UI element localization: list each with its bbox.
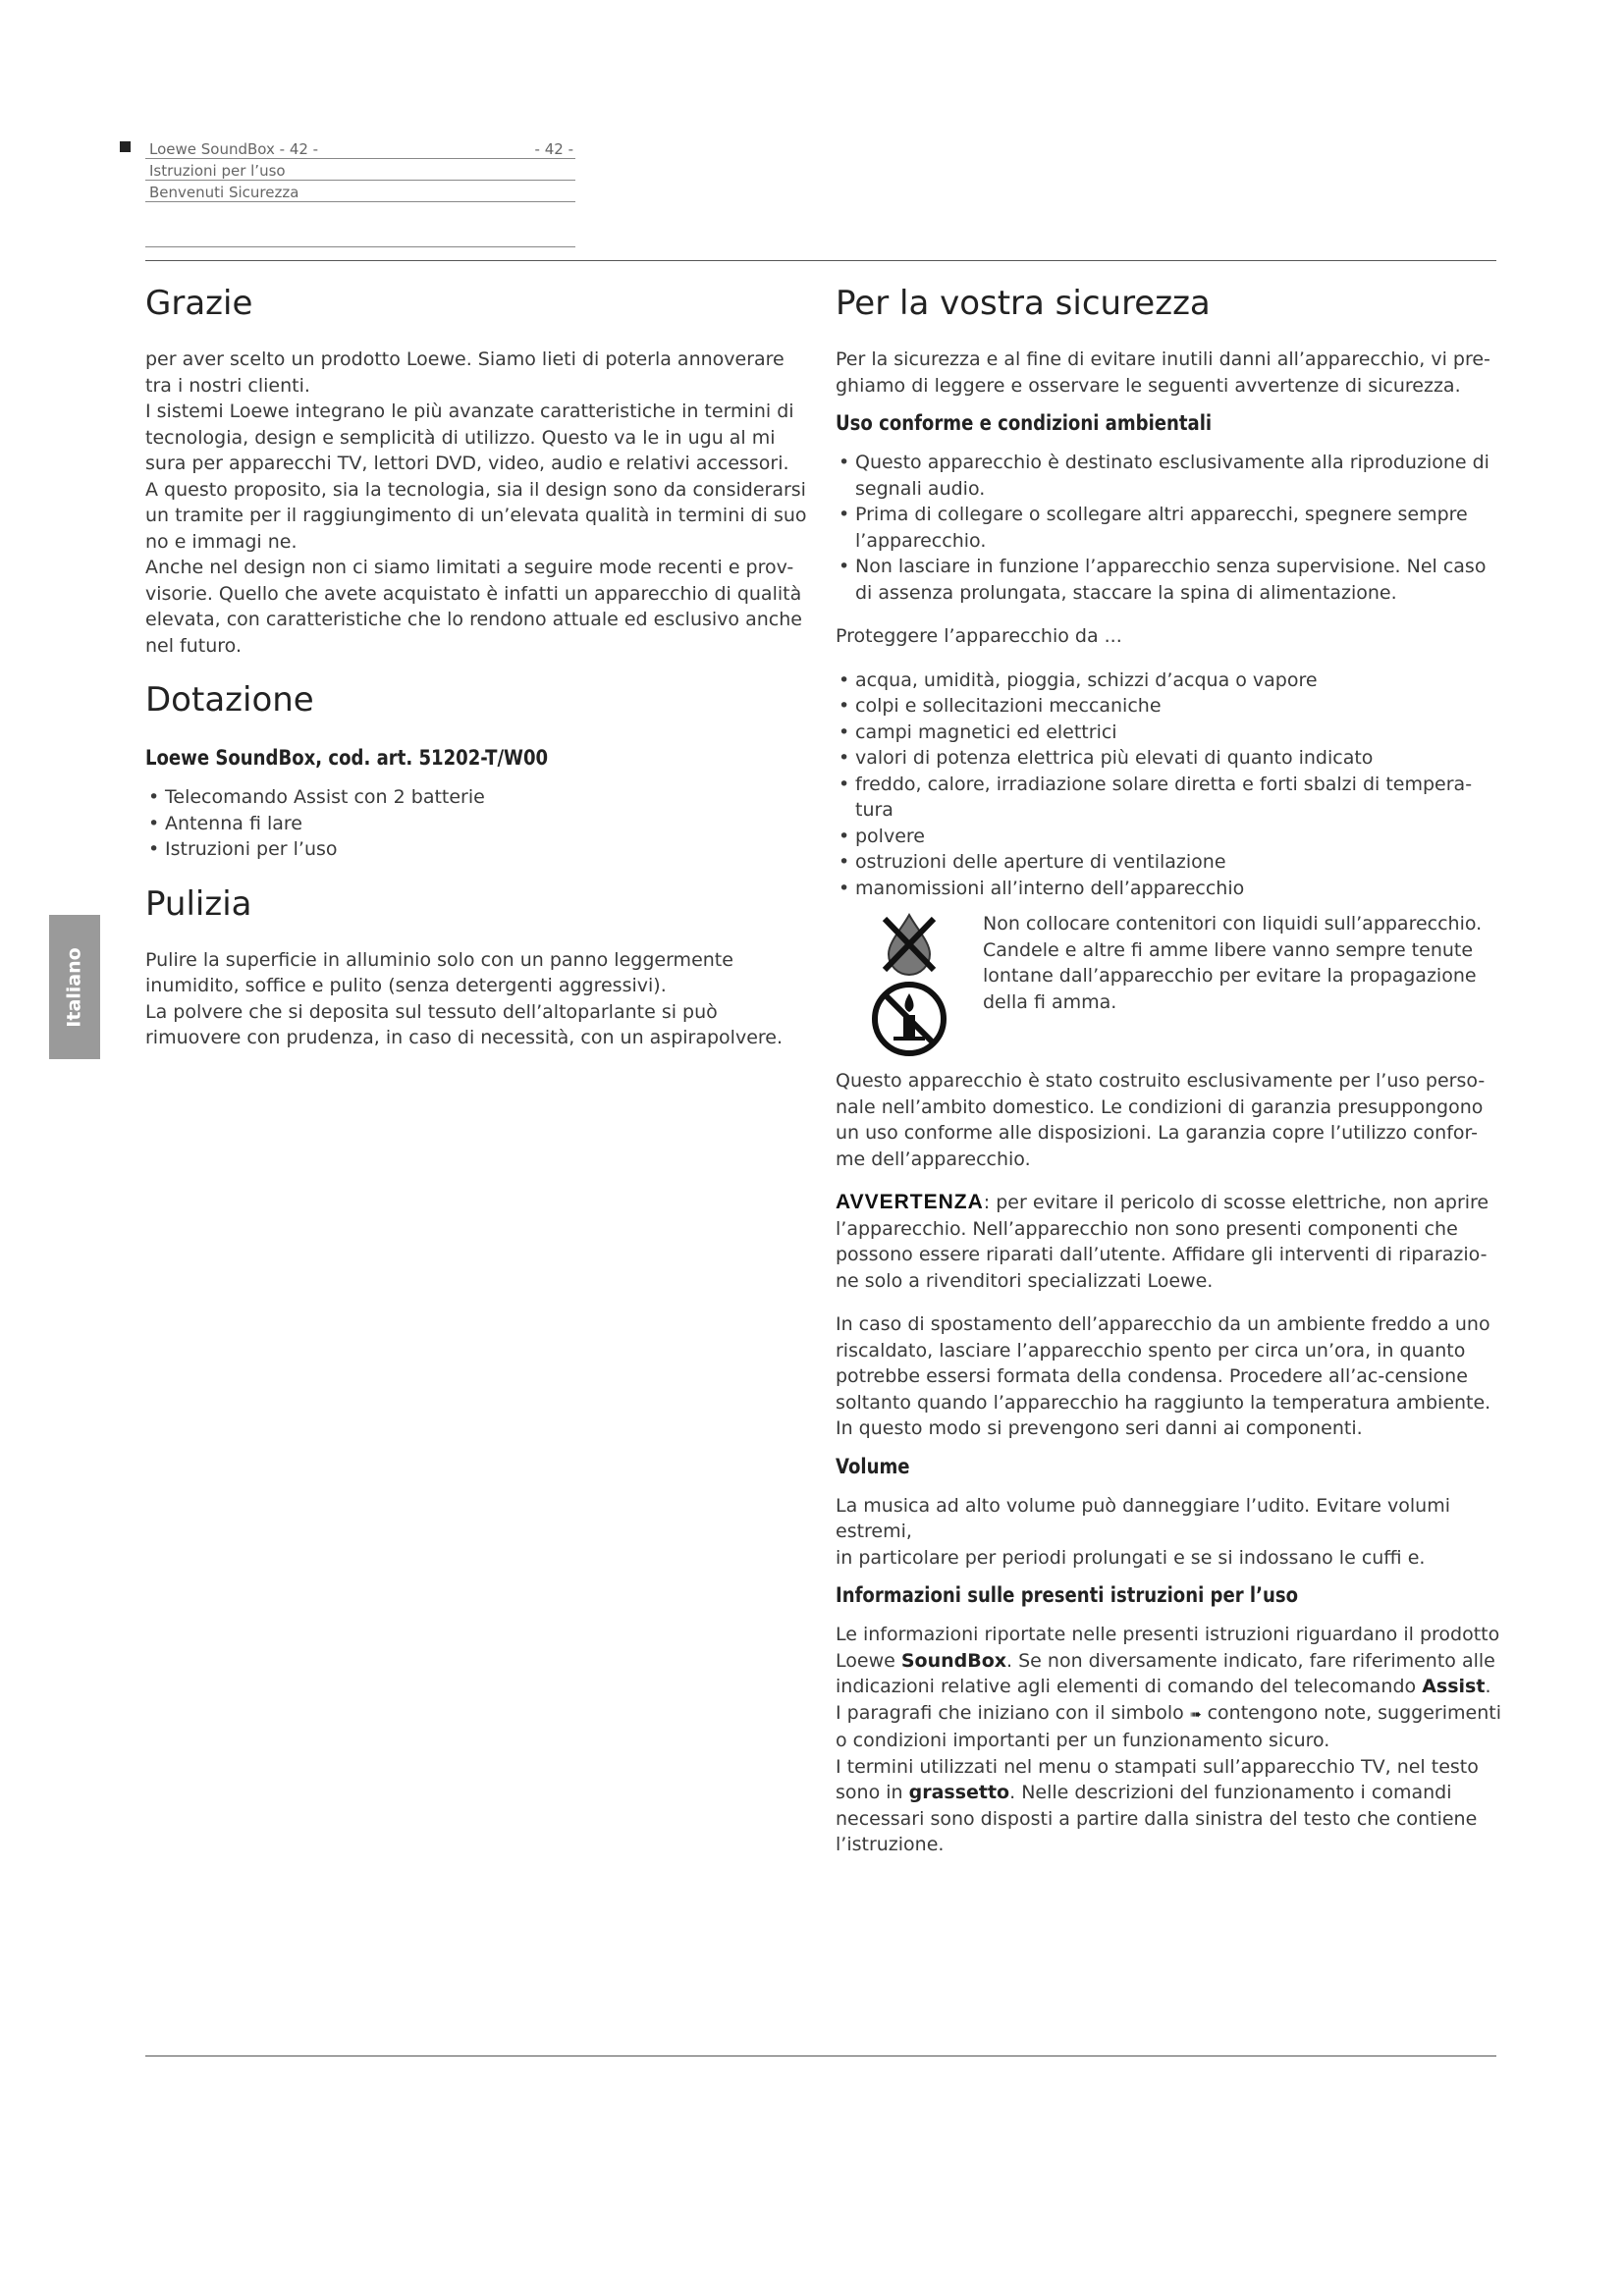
header-line-2 xyxy=(145,159,575,181)
info-paragraph-1 xyxy=(836,1622,1503,1700)
list-item: • polvere xyxy=(836,824,1503,850)
list-item: • colpi e sollecitazioni meccaniche xyxy=(836,693,1503,720)
list-item: • Telecomando Assist con 2 batterie xyxy=(145,784,813,811)
header-line-1 xyxy=(145,137,575,159)
info-bold-assist: Assist xyxy=(1422,1676,1486,1697)
info-text: . xyxy=(1485,1676,1491,1697)
dotazione-heading: Dotazione xyxy=(145,680,314,720)
header-title: Loewe SoundBox - 42 - xyxy=(149,140,319,158)
header-page-number: - 42 - xyxy=(534,140,573,158)
volume-paragraph-2: in particolare per periodi prolungati e se si indossano le cuffi e. xyxy=(836,1546,1426,1569)
top-divider xyxy=(145,260,1496,261)
pulizia-heading: Pulizia xyxy=(145,883,252,924)
no-open-flame-icon xyxy=(870,980,948,1058)
list-item: • Prima di collegare o scollegare altri apparecchi, spegnere sempre l’apparecchio. xyxy=(836,502,1503,554)
header-square-icon xyxy=(120,141,131,152)
grazie-paragraph-2: I sistemi Loewe integrano le più avanzate caratteristiche in termini di tecnologia, design e semplicità di utilizzo. Questo va le in ugu al mi sura per apparecchi TV, lettori DVD, video, audio e relativi accessori. xyxy=(145,400,794,474)
header-line-4 xyxy=(145,202,575,247)
dotazione-subtitle: Loewe SoundBox, cod. art. 51202-T/W00 xyxy=(145,746,549,770)
warning-label: AVVERTENZA xyxy=(836,1191,984,1213)
info-text: . Se non diversamente indicato, fare riferimento alle indicazioni relative agli elementi di comando del telecomando xyxy=(836,1649,1495,1697)
info-text: contengono note, suggerimenti o condizioni importanti per un funzionamento sicuro. xyxy=(836,1701,1501,1751)
grazie-heading: Grazie xyxy=(145,284,253,323)
language-label: Italiano xyxy=(64,946,85,1028)
hazard-icon-block xyxy=(836,911,1503,1058)
info-text: I termini utilizzati nel menu o stampati sull’apparecchio TV, nel testo sono in xyxy=(836,1755,1479,1803)
hazard-icons xyxy=(836,911,983,1058)
grazie-paragraph-3: A questo proposito, sia la tecnologia, sia il design sono da considerarsi un tramite per il raggiungimento di un’elevata qualità in termini di suo no e immagi ne. xyxy=(145,478,807,553)
warning-paragraph xyxy=(836,1190,1503,1294)
list-item: • Antenna fi lare xyxy=(145,811,813,837)
grazie-paragraph-4: Anche nel design non ci siamo limitati a seguire mode recenti e prov-visorie. Quello che avete acquistato è infatti un apparecchio di qualità elevata, con caratteristiche che lo rendono attuale ed esclusivo anche nel futuro. xyxy=(145,557,802,657)
info-bold-soundbox: SoundBox xyxy=(900,1649,1007,1672)
pulizia-paragraph-2: La polvere che si deposita sul tessuto dell’altoparlante si può rimuovere con prudenza, in caso di necessità, con un aspirapolvere. xyxy=(145,1000,784,1048)
arrow-icon: ➠ xyxy=(1189,1706,1202,1723)
dotazione-list xyxy=(145,784,813,863)
info-paragraph-3 xyxy=(836,1754,1503,1858)
list-item: • manomissioni all’interno dell’apparecchio xyxy=(836,876,1503,902)
hazard-text: Non collocare contenitori con liquidi sull’apparecchio. Candele e altre fi amme libere vanno sempre tenute lontane dall’apparecchio per evitare la propagazione della fi amma. xyxy=(983,913,1483,1013)
list-item: • ostruzioni delle aperture di ventilazione xyxy=(836,849,1503,876)
list-item: • Istruzioni per l’uso xyxy=(145,836,813,863)
uso-list xyxy=(836,450,1503,606)
list-item: • acqua, umidità, pioggia, schizzi d’acqua o vapore xyxy=(836,667,1503,694)
sicurezza-intro: Per la sicurezza e al fine di evitare inutili danni all’apparecchio, vi pre-ghiamo di leggere e osservare le seguenti avvertenze di sicurezza. xyxy=(836,348,1490,397)
warning-text: : per evitare il pericolo di scosse elettriche, non aprire l’apparecchio. Nell’apparecchio non sono presenti componenti che possono essere riparati dall’utente. Affidare gli interventi di riparazio-ne solo a rivenditori specializzati Loewe. xyxy=(836,1192,1489,1292)
list-item: • valori di potenza elettrica più elevati di quanto indicato xyxy=(836,745,1503,772)
uso-domestico-paragraph: Questo apparecchio è stato costruito esclusivamente per l’uso perso-nale nell’ambito domestico. Le condizioni di garanzia presuppongono un uso conforme alle disposizioni. La garanzia copre l’utilizzo confor-me dell’apparecchio. xyxy=(836,1070,1486,1170)
info-heading: Informazioni sulle presenti istruzioni per l’uso xyxy=(836,1583,1298,1607)
sicurezza-heading: Per la vostra sicurezza xyxy=(836,284,1211,323)
header-section: Benvenuti Sicurezza xyxy=(149,184,299,201)
uso-conforme-heading: Uso conforme e condizioni ambientali xyxy=(836,411,1213,435)
running-header xyxy=(145,137,575,247)
volume-paragraph-1: La musica ad alto volume può danneggiare l’udito. Evitare volumi estremi, xyxy=(836,1494,1450,1542)
list-item: • freddo, calore, irradiazione solare diretta e forti sbalzi di tempera-tura xyxy=(836,772,1503,824)
condensa-paragraph: In caso di spostamento dell’apparecchio da un ambiente freddo a uno riscaldato, lasciare l’apparecchio spento per circa un’ora, in quanto potrebbe essersi formata della condensa. Procedere all’ac-censione soltanto quando l’apparecchio ha raggiunto la temperatura ambiente. In questo modo si prevengono seri danni ai componenti. xyxy=(836,1313,1491,1439)
info-text: . Nelle descrizioni del funzionamento i comandi necessari sono disposti a partire dalla sinistra del testo che contiene l’istruzione. xyxy=(836,1782,1478,1855)
pulizia-paragraph-1: Pulire la superficie in alluminio solo con un panno leggermente inumidito, soffice e pulito (senza detergenti aggressivi). xyxy=(145,948,733,996)
header-line-3 xyxy=(145,181,575,202)
list-item: • Non lasciare in funzione l’apparecchio senza supervisione. Nel caso di assenza prolungata, staccare la spina di alimentazione. xyxy=(836,554,1503,606)
info-bold-grassetto: grassetto xyxy=(908,1782,1010,1803)
proteggere-intro: Proteggere l’apparecchio da ... xyxy=(836,625,1122,647)
volume-heading: Volume xyxy=(836,1454,910,1478)
info-text: I paragrafi che iniziano con il simbolo xyxy=(836,1701,1190,1724)
proteggere-list xyxy=(836,667,1503,902)
list-item: • campi magnetici ed elettrici xyxy=(836,720,1503,746)
list-item: • Questo apparecchio è destinato esclusivamente alla riproduzione di segnali audio. xyxy=(836,450,1503,502)
no-liquids-icon xyxy=(879,911,940,976)
language-side-tab xyxy=(49,915,100,1059)
right-column xyxy=(836,280,1503,1858)
header-subtitle: Istruzioni per l’uso xyxy=(149,162,286,180)
info-text: Le informazioni riportate nelle presenti istruzioni riguardano il prodotto Loewe xyxy=(836,1624,1500,1672)
info-paragraph-2 xyxy=(836,1700,1503,1754)
left-column xyxy=(145,280,813,1051)
grazie-paragraph-1: per aver scelto un prodotto Loewe. Siamo lieti di poterla annoverare tra i nostri clienti. xyxy=(145,348,785,397)
